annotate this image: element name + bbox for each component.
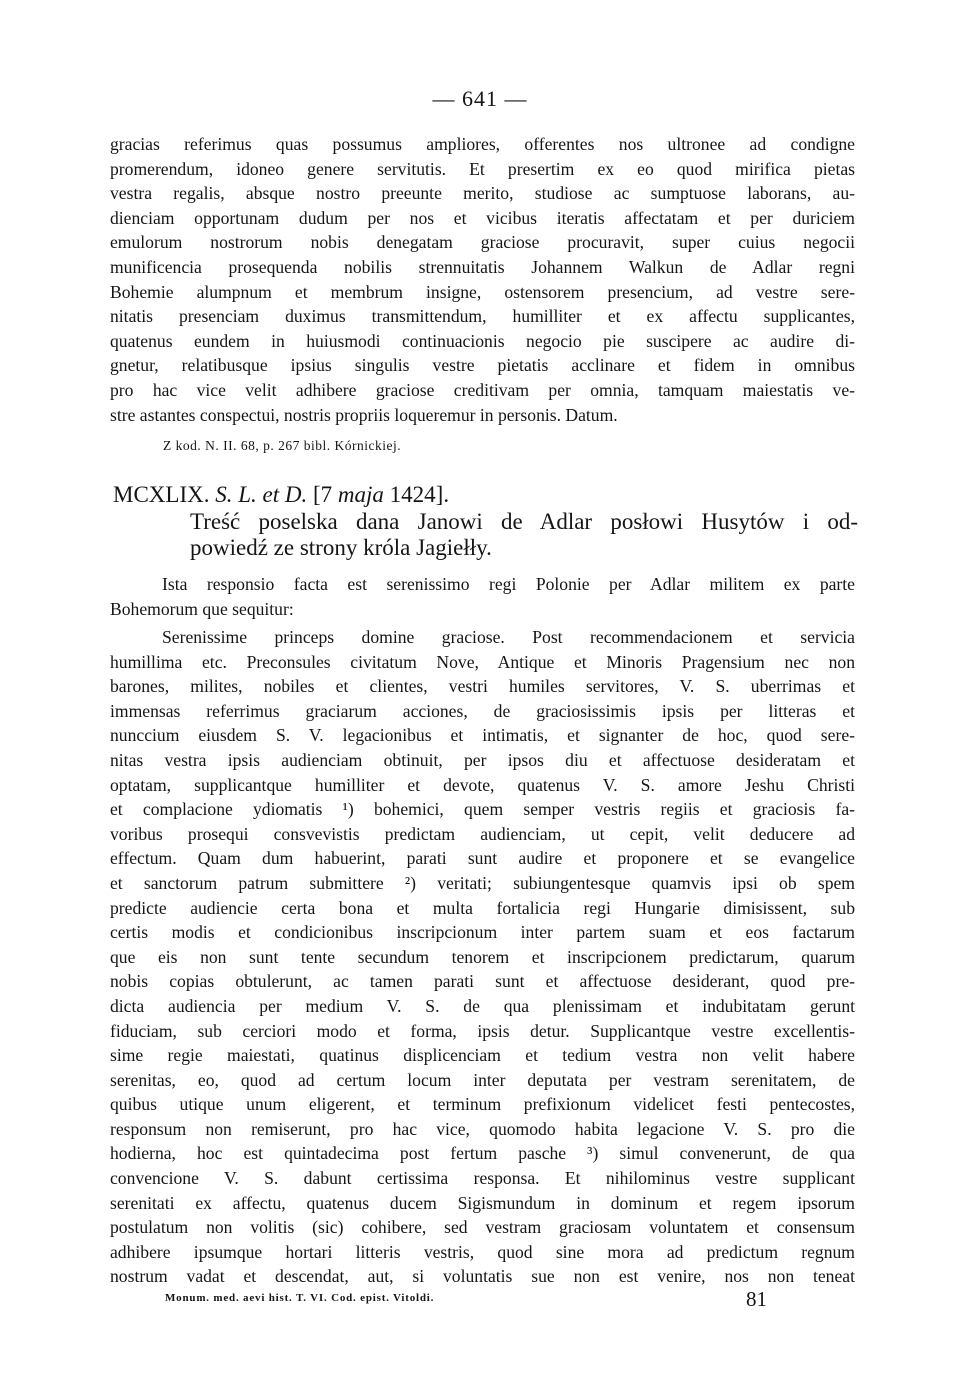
date-month: maja (337, 482, 384, 507)
text-line: humillima etc. Preconsules civitatum Nove, Antique et Minoris Pragensium nec non (110, 651, 855, 672)
text-line: barones, milites, nobiles et clientes, vestri humiles servitores, V. S. uberrimas et (110, 676, 855, 697)
text-line: voribus prosequi consvevistis predictam audienciam, ut cepit, velit deducere ad (110, 823, 855, 844)
date-year: 1424]. (389, 482, 450, 507)
paragraph-3 (110, 625, 855, 1289)
text-line: Bohemie alumpnum et membrum insigne, ostensorem presencium, ad vestre sere- (110, 281, 855, 302)
text-line: dicta audiencia per medium V. S. de qua plenissimam et indubitatam gerunt (110, 995, 855, 1016)
text-line: optatam, supplicantque humilliter et devote, quatenus V. S. amore Jeshu Christi (110, 774, 855, 795)
text-line: fiduciam, sub cerciori modo et forma, ipsis detur. Supplicantque vestre excellentis- (110, 1020, 855, 1041)
text-line: serenitas, eo, quod ad certum locum inter deputata per vestram serenitatem, de (110, 1069, 855, 1090)
text-line: nobis copias obtulerunt, ac tamen parati sunt et affectuose desiderant, quod pre- (110, 971, 855, 992)
document-heading (113, 481, 449, 509)
text-line: dienciam opportunam dudum per nos et vicibus iteratis affectatam et per duriciem (110, 207, 855, 228)
text-line: hodierna, hoc est quintadecima post fertum pasche ³) simul convenerunt, de qua (110, 1143, 855, 1164)
text-line: que eis non sunt tente secundum tenorem et inscripcionem predictarum, quarum (110, 946, 855, 967)
text-line: gnetur, relatibusque ipsius singulis vestre pietatis acclinare et fidem in omnibus (110, 355, 855, 376)
text-line: postulatum non volitis (sic) cohibere, sed vestram graciosam voluntatem et consensum (110, 1217, 855, 1238)
footer-series-title: Monum. med. aevi hist. T. VI. Cod. epist. Vitoldi. (165, 1292, 435, 1304)
text-line: munificencia prosequenda nobilis strennuitatis Johannem Walkun de Adlar regni (110, 256, 855, 277)
text-line: Bohemorum que sequitur: (110, 598, 294, 619)
text-line: quatenus eundem in huiusmodi continuacionis negocio pie suscipere ac audire di- (110, 330, 855, 351)
document-number: MCXLIX. (113, 482, 210, 507)
heading-title-line-1: Treść poselska dana Janowi de Adlar posłowi Husytów i od- (190, 509, 858, 534)
page-number: — 641 — (432, 86, 528, 111)
text-line: predicte audiencie certa bona et multa fortalicia regi Hungarie dimisissent, sub (110, 897, 855, 918)
paragraph-2 (110, 572, 855, 621)
text-line: et complacione ydiomatis ¹) bohemici, quem semper vestris regiis et graciosis fa- (110, 799, 855, 820)
text-line: Ista responsio facta est serenissimo regi Polonie per Adlar militem ex parte (162, 574, 855, 594)
paragraph-1 (110, 132, 855, 427)
text-line: promerendum, idoneo genere servitutis. Et presertim ex eo quod mirifica pietas (110, 158, 855, 179)
text-line: et sanctorum patrum submittere ²) veritati; subiungentesque quamvis ipsi ob spem (110, 872, 855, 893)
text-line: stre astantes conspectui, nostris propriis loqueremur in personis. Datum. (110, 404, 618, 425)
text-line: nitatis presenciam duximus transmittendum, humilliter et ex affectu supplicantes, (110, 306, 855, 327)
text-line: gracias referimus quas possumus ampliores, offerentes nos ultronee ad condigne (110, 134, 855, 154)
date-bracket-open: [7 (312, 482, 333, 507)
text-line: effectum. Quam dum habuerint, parati sunt audire et proponere et se evangelice (110, 848, 855, 869)
text-line: vestra regalis, absque nostro preeunte merito, studiose ac sumptuose laborans, au- (110, 183, 855, 204)
text-line: convencione V. S. dabunt certissima responsa. Et nihilominus vestre supplicant (110, 1168, 855, 1189)
heading-title-line-2: powiedź ze strony króla Jagiełły. (190, 535, 492, 560)
text-line: nunccium eiusdem S. V. legacionibus et intimatis, et signanter de hoc, quod sere- (110, 725, 855, 746)
text-line: pro hac vice velit adhibere graciose creditivam per omnia, tamquam maiestatis ve- (110, 379, 855, 400)
text-line: nostrum vadat et descendat, aut, si voluntatis sue non est venire, nos non teneat (110, 1266, 855, 1287)
text-line: emulorum nostrorum nobis denegatam graciose procuravit, super cuius negocii (110, 232, 855, 253)
text-line: Serenissime princeps domine graciose. Post recommendacionem et servicia (162, 627, 855, 647)
text-line: serenitati ex affectu, quatenus ducem Sigismundum in dominum et regem ipsorum (110, 1192, 855, 1213)
signature-number: 81 (746, 1287, 767, 1311)
text-line: immensas referrimus graciarum acciones, de graciosissimis ipsis per litteras et (110, 700, 855, 721)
source-note: Z kod. N. II. 68, p. 267 bibl. Kórnickiej. (163, 438, 402, 453)
text-line: adhibere ipsumque hortari litteris vestris, quod sine mora ad predictum regnum (110, 1241, 855, 1262)
text-line: nitas vestra ipsis audienciam obtinuit, per ipsos diu et affectuose desideratam et (110, 749, 855, 770)
place-date-note: S. L. et D. (215, 482, 308, 507)
text-line: responsum non remiserunt, pro hac vice, quomodo habita legacione V. S. pro die (110, 1118, 855, 1139)
text-line: quibus utique unum eligerent, et terminum prefixionum videlicet festi pentecostes, (110, 1094, 855, 1115)
text-line: sime regie maiestati, quatinus displicenciam et tedium vestra non velit habere (110, 1045, 855, 1066)
text-line: certis modis et condicionibus inscripcionum inter partem suam et eos factarum (110, 922, 855, 943)
